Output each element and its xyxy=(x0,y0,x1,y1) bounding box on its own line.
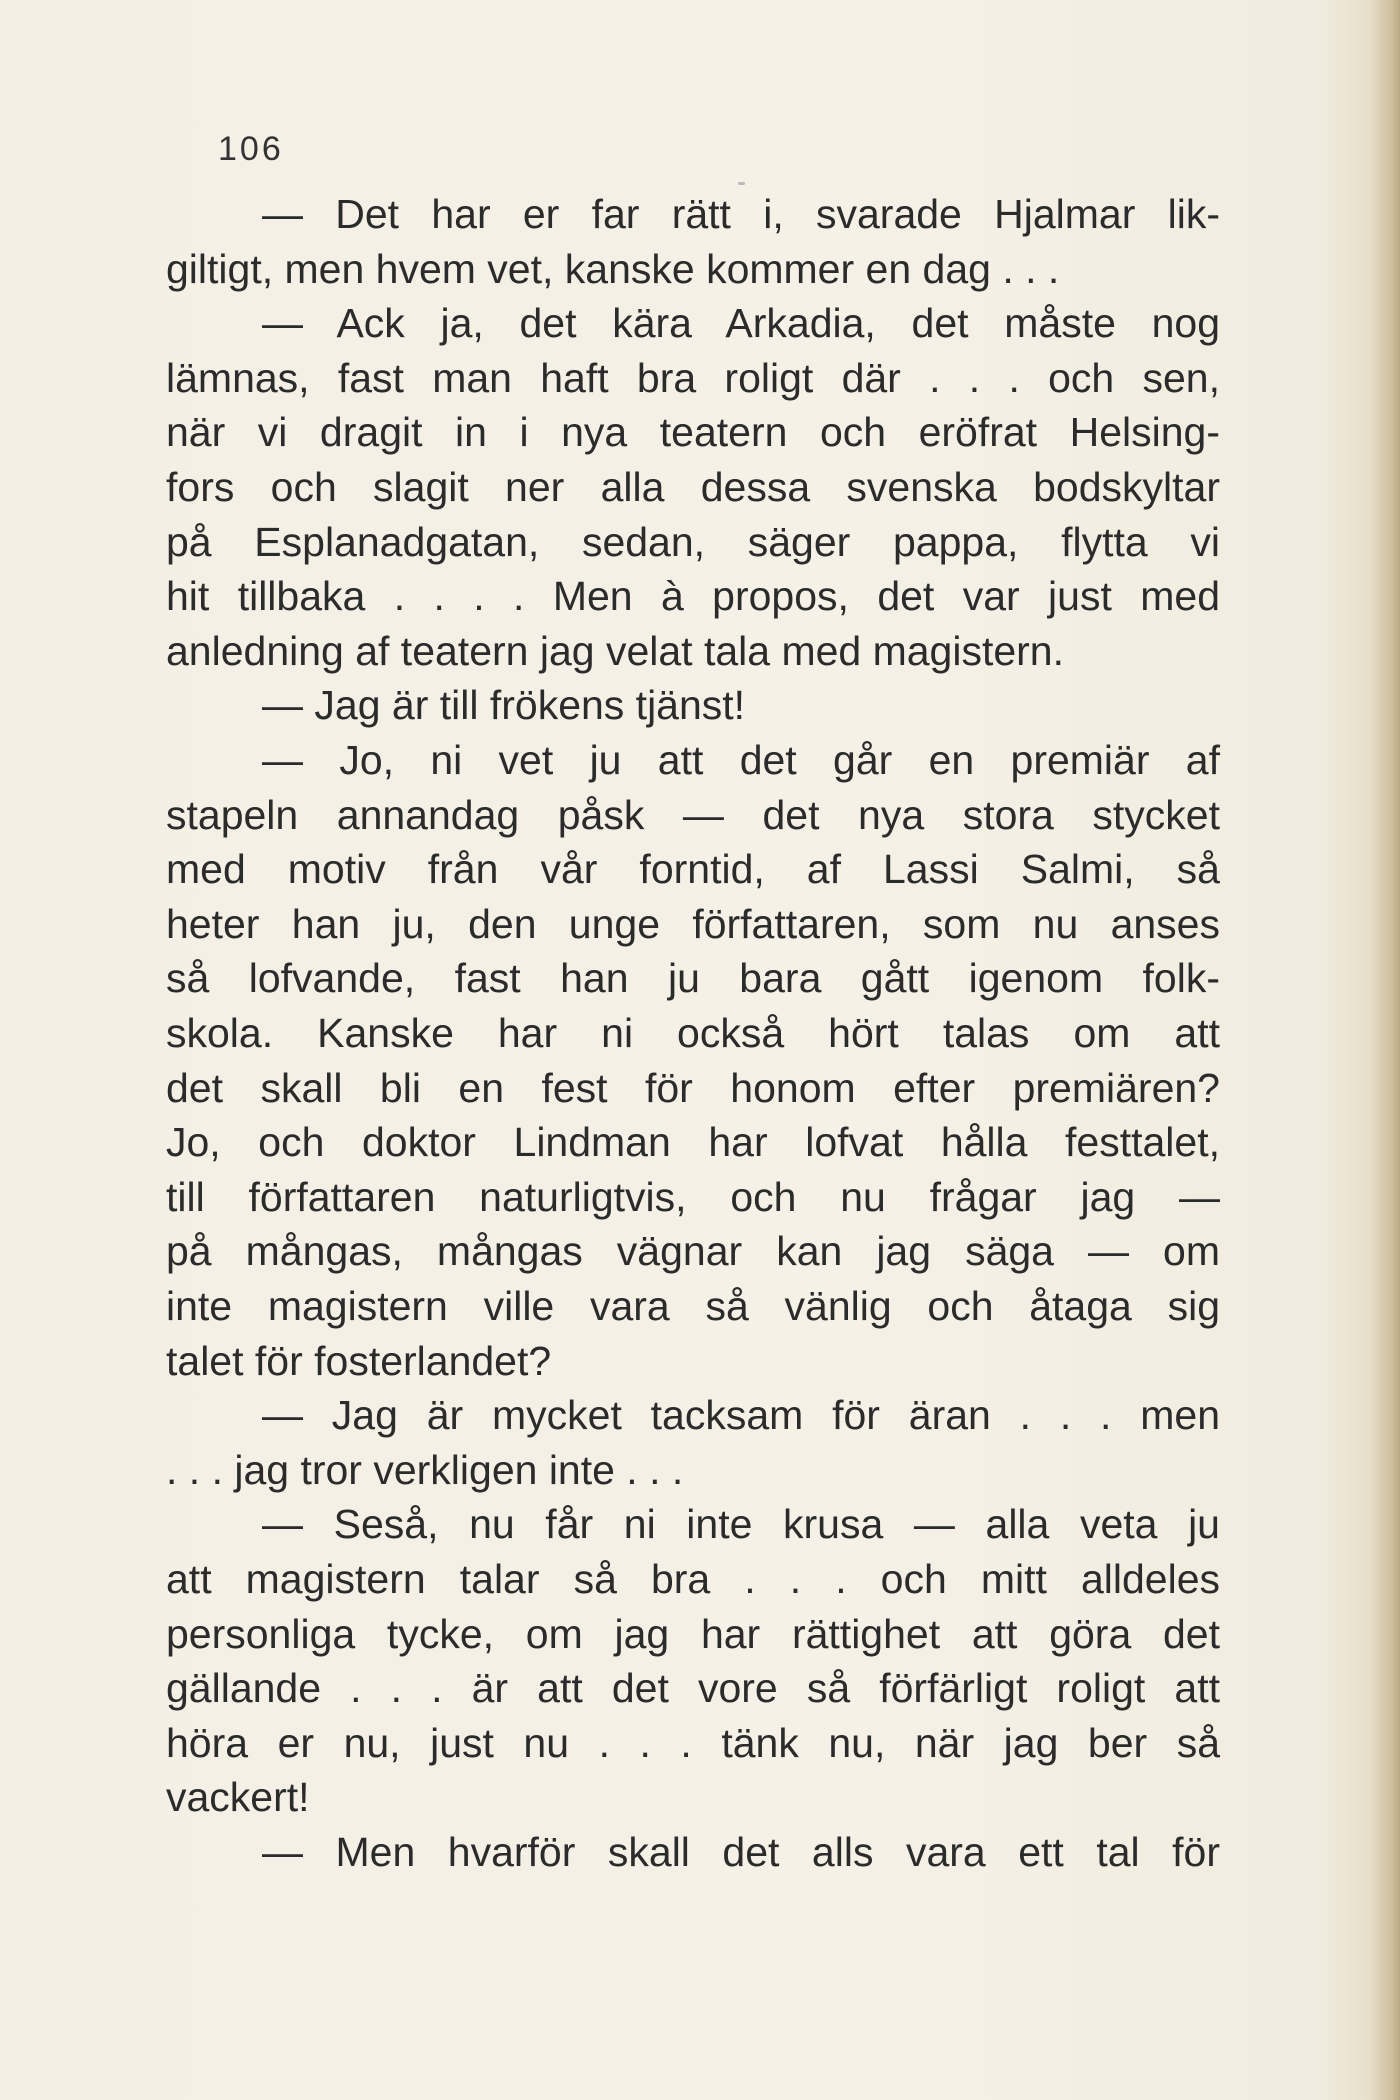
text-line: — Jag är till frökens tjänst! xyxy=(262,682,746,729)
text-line: lämnas, fast man haft bra roligt där . . . och sen, xyxy=(166,354,1220,401)
text-line: vackert! xyxy=(166,1774,310,1821)
text-line: inte magistern ville vara så vänlig och åtaga sig xyxy=(166,1283,1220,1329)
page-edge-shadow xyxy=(1370,0,1400,2100)
text-line: — Jag är mycket tacksam för äran . . . men xyxy=(262,1392,1220,1439)
text-line: hit tillbaka . . . . Men à propos, det var just med xyxy=(166,573,1220,620)
text-line: på mångas, mångas vägnar kan jag säga — om xyxy=(166,1228,1220,1275)
text-line: — Ack ja, det kära Arkadia, det måste nog xyxy=(262,300,1220,347)
text-line: att magistern talar så bra . . . och mitt alldeles xyxy=(166,1556,1220,1602)
text-line: så lofvande, fast han ju bara gått igenom folk- xyxy=(166,955,1220,1002)
page-number: 106 xyxy=(218,130,284,168)
text-line: — Jo, ni vet ju att det går en premiär af xyxy=(262,737,1220,783)
text-line: — Men hvarför skall det alls vara ett tal för xyxy=(262,1829,1220,1875)
text-line: gällande . . . är att det vore så förfärligt roligt att xyxy=(166,1665,1220,1712)
text-line: stapeln annandag påsk — det nya stora stycket xyxy=(166,791,1220,838)
text-line: när vi dragit in i nya teatern och eröfrat Helsing- xyxy=(166,409,1220,456)
text-line: höra er nu, just nu . . . tänk nu, när jag ber så xyxy=(166,1719,1220,1766)
text-line: anledning af teatern jag velat tala med magistern. xyxy=(166,627,1064,674)
paper-speck xyxy=(738,182,745,185)
text-line: Jo, och doktor Lindman har lofvat hålla festtalet, xyxy=(166,1119,1220,1166)
text-line: skola. Kanske har ni också hört talas om att xyxy=(166,1010,1220,1056)
text-line: med motiv från vår forntid, af Lassi Salmi, så xyxy=(166,846,1220,893)
text-line: det skall bli en fest för honom efter premiären? xyxy=(166,1064,1220,1111)
text-line: heter han ju, den unge författaren, som nu anses xyxy=(166,900,1220,947)
text-line: — Det har er far rätt i, svarade Hjalmar lik- xyxy=(262,191,1220,237)
text-line: fors och slagit ner alla dessa svenska bodskyltar xyxy=(166,464,1220,510)
text-line: personliga tycke, om jag har rättighet att göra det xyxy=(166,1610,1220,1657)
text-line: på Esplanadgatan, sedan, säger pappa, flytta vi xyxy=(166,518,1220,565)
text-line: talet för fosterlandet? xyxy=(166,1337,552,1384)
text-line: giltigt, men hvem vet, kanske kommer en dag . . . xyxy=(166,245,1060,292)
text-line: till författaren naturligtvis, och nu frågar jag — xyxy=(166,1173,1220,1220)
text-line: — Seså, nu får ni inte krusa — alla veta ju xyxy=(262,1501,1220,1548)
text-line: . . . jag tror verkligen inte . . . xyxy=(166,1446,684,1493)
